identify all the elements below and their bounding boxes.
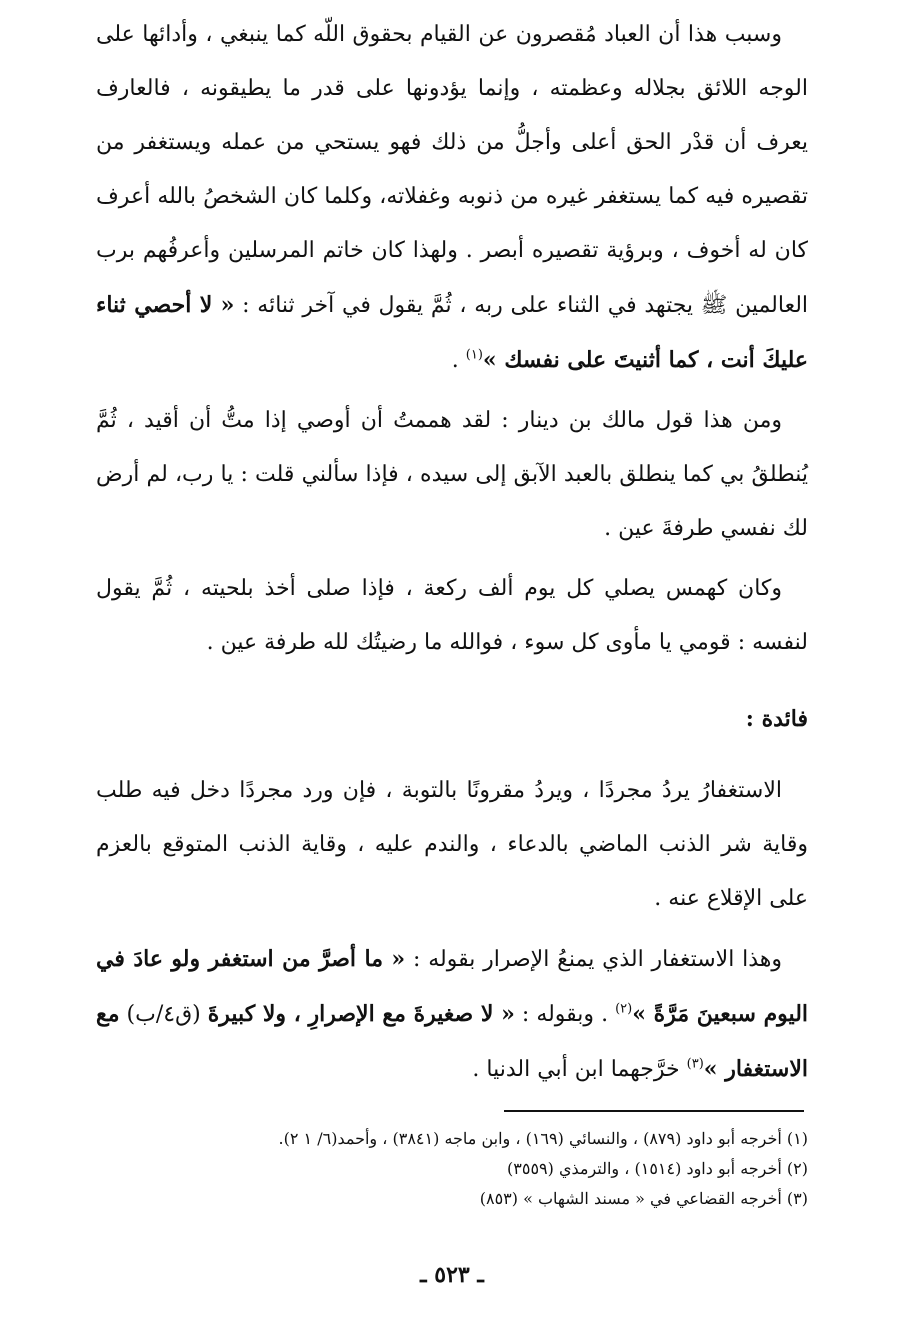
footnote-1: (١) أخرجه أبو داود (٨٧٩) ، والنسائي (١٦٩) ، وابن ماجه (٣٨٤١) ، وأحمد(٦/ ١ ٢). bbox=[278, 1129, 808, 1148]
paragraph-5-text: وهذا الاستغفار الذي يمنعُ الإصرار بقوله : bbox=[413, 947, 782, 972]
footnote-ref-2[interactable]: (٢) bbox=[615, 1001, 633, 1017]
paragraph-4-text: الاستغفارُ يردُ مجردًا ، ويردُ مقرونًا بالتوبة ، فإن ورد مجردًا دخل فيه طلب وقاية شر الذنب الماضي بالدعاء ، والندم عليه ، وقاية الذنب المتوقع بالعزم على الإقلاع عنه . bbox=[96, 778, 808, 911]
paragraph-4 bbox=[96, 764, 808, 926]
footnotes bbox=[96, 1124, 808, 1214]
paragraph-2-text: ومن هذا قول مالك بن دينار : لقد هممتُ أن أوصي إذا متُّ أن أقيد ، ثُمَّ يُنطلقُ بي كما ينطلق بالعبد الآبق إلى سيده ، فإذا سألني قلت : يا رب، لم أرض لك نفسي طرفةَ عين . bbox=[96, 408, 808, 541]
paragraph-5-tail: خرَّجهما ابن أبي الدنيا . bbox=[472, 1057, 687, 1082]
paragraph-2 bbox=[96, 394, 808, 556]
hadith-quote-3: « لا صغيرةَ مع الإصرارِ ، ولا كبيرةَ bbox=[207, 1001, 515, 1027]
footnote-ref-3[interactable]: (٣) bbox=[686, 1056, 704, 1072]
paragraph-5-mid: . وبقوله : bbox=[514, 1002, 616, 1027]
footnote-ref-1[interactable]: (١) bbox=[465, 347, 483, 363]
paragraph-5 bbox=[96, 932, 808, 1097]
footnote-3: (٣) أخرجه القضاعي في « مسند الشهاب » (٨٥٣) bbox=[479, 1189, 808, 1208]
hadith-quote-2: « ما أصرَّ من استغفر ولو عادَ في اليوم سبعينَ مَرَّةً » bbox=[96, 946, 809, 1027]
footnote-divider bbox=[504, 1110, 804, 1112]
manuscript-marker: (ق٤/ب) bbox=[119, 1002, 208, 1027]
hadith-quote-3-end: مع الاستغفار » bbox=[96, 1001, 808, 1082]
body-text bbox=[96, 8, 808, 1097]
hadith-quote: « لا أحصي ثناء عليكَ أنت ، كما أثنيتَ على نفسك » bbox=[96, 292, 808, 373]
page-number: ـ ٥٢٣ ـ bbox=[420, 1262, 484, 1288]
paragraph-1-tail: . bbox=[451, 348, 466, 373]
paragraph-3 bbox=[96, 562, 808, 670]
paragraph-3-text: وكان كهمس يصلي كل يوم ألف ركعة ، فإذا صلى أخذ بلحيته ، ثُمَّ يقول لنفسه : قومي يا مأوى كل سوء ، فوالله ما رضيتُك لله طرفة عين . bbox=[96, 576, 808, 655]
section-heading: فائدة : bbox=[745, 706, 808, 732]
paragraph-1-text: وسبب هذا أن العباد مُقصرون عن القيام بحقوق اللّه كما ينبغي ، وأدائها على الوجه اللائق بجلاله وعظمته ، وإنما يؤدونها على قدر ما يطيقونه ، فالعارف يعرف أن قدْر الحق أعلى وأجلُّ من ذلك فهو يستحي من عمله ويستغفر من تقصيره فيه كما يستغفر غيره من ذنوبه وغفلاته، وكلما كان الشخصُ بالله أعرف كان له أخوف ، وبرؤية تقصيره أبصر . ولهذا كان خاتم المرسلين وأعرفُهم برب العالمين ﷺ يجتهد في الثناء على ربه ، ثُمَّ يقول في آخر ثنائه : bbox=[96, 22, 809, 318]
footnote-2: (٢) أخرجه أبو داود (١٥١٤) ، والترمذي (٣٥٥٩) bbox=[507, 1159, 808, 1178]
paragraph-1 bbox=[96, 8, 808, 388]
